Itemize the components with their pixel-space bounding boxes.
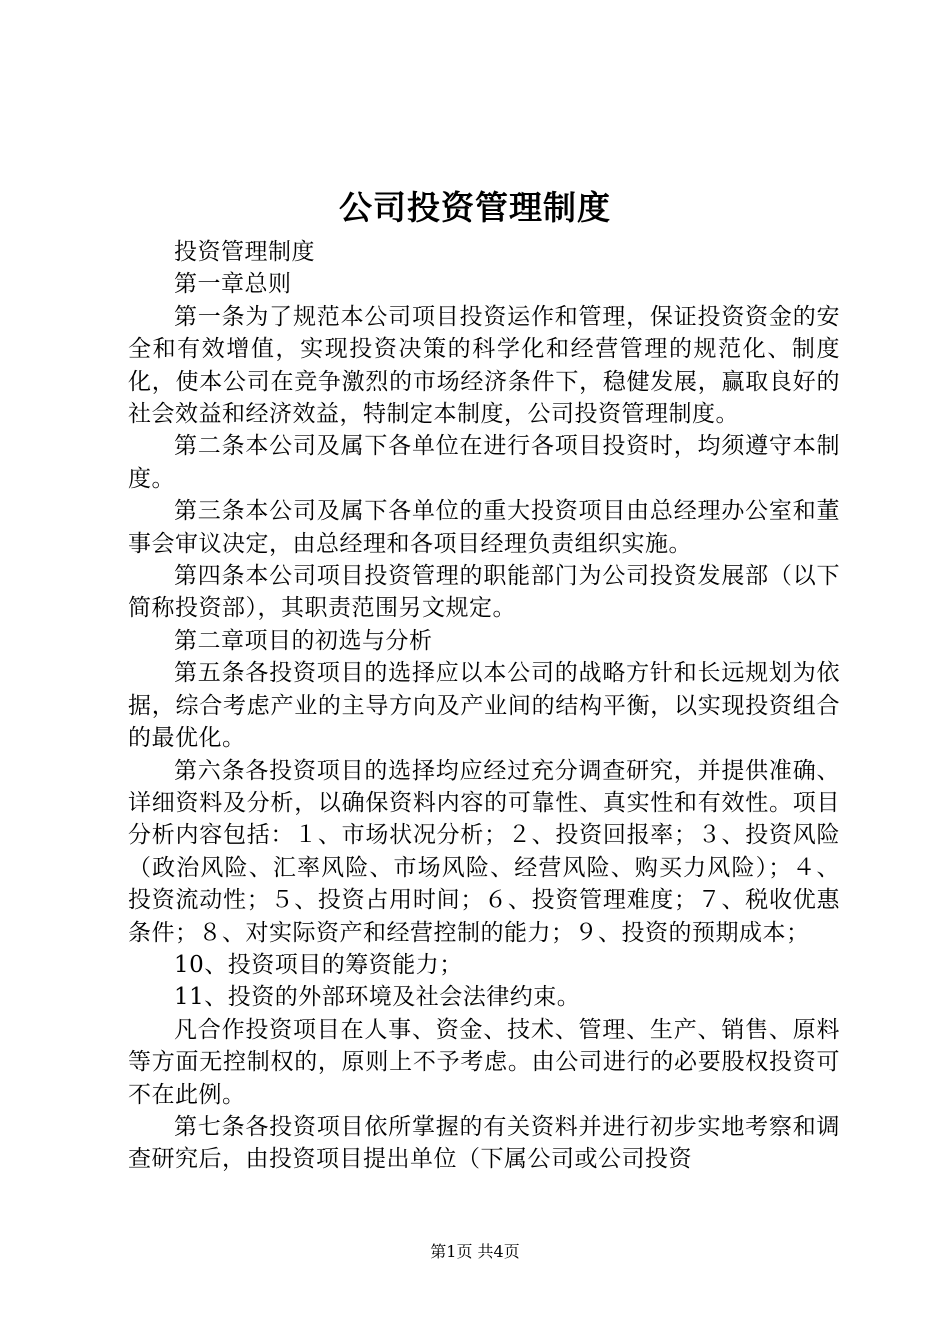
paragraph: 第一条为了规范本公司项目投资运作和管理，保证投资资金的安全和有效增值，实现投资决策的科学化和经营管理的规范化、制度化，使本公司在竞争激烈的市场经济条件下，稳健发展，赢取良好的社会效益和经济效益，特制定本制度，公司投资管理制度。 [128, 303, 840, 428]
chapter-heading: 第二章项目的初选与分析 [174, 627, 433, 654]
chapter-heading: 第一章总则 [174, 271, 292, 298]
paragraph: 第二条本公司及属下各单位在进行各项目投资时，均须遵守本制度。 [128, 433, 840, 492]
paragraph: 第五条各投资项目的选择应以本公司的战略方针和长远规划为依据，综合考虑产业的主导方向及产业间的结构平衡，以实现投资组合的最优化。 [128, 660, 840, 752]
paragraph: 第四条本公司项目投资管理的职能部门为公司投资发展部（以下简称投资部），其职责范围另文规定。 [128, 563, 840, 622]
paragraph: 第六条各投资项目的选择均应经过充分调查研究，并提供准确、详细资料及分析，以确保资料内容的可靠性、真实性和有效性。项目分析内容包括：１、市场状况分析；２、投资回报率；３、投资风险（政治风险、汇率风险、市场风险、经营风险、购买力风险）；４、投资流动性；５、投资占用时间；６、投资管理难度；７、税收优惠条件；８、对实际资产和经营控制的能力；９、投资的预期成本； [128, 757, 840, 946]
paragraph: 第七条各投资项目依所掌握的有关资料并进行初步实地考察和调查研究后，由投资项目提出单位（下属公司或公司投资 [128, 1113, 840, 1173]
paragraph: 凡合作投资项目在人事、资金、技术、管理、生产、销售、原料等方面无控制权的，原则上不予考虑。由公司进行的必要股权投资可不在此例。 [128, 1016, 840, 1108]
paragraph: 投资管理制度 [174, 239, 315, 265]
paragraph: 10、投资项目的筹资能力； [174, 951, 463, 978]
document-title: 公司投资管理制度 [339, 188, 611, 227]
paragraph: 11、投资的外部环境及社会法律约束。 [174, 984, 581, 1011]
page-number-footer: 第1页 共4页 [430, 1242, 520, 1261]
paragraph: 第三条本公司及属下各单位的重大投资项目由总经理办公室和董事会审议决定，由总经理和各项目经理负责组织实施。 [128, 498, 840, 557]
document-body [128, 236, 840, 1176]
